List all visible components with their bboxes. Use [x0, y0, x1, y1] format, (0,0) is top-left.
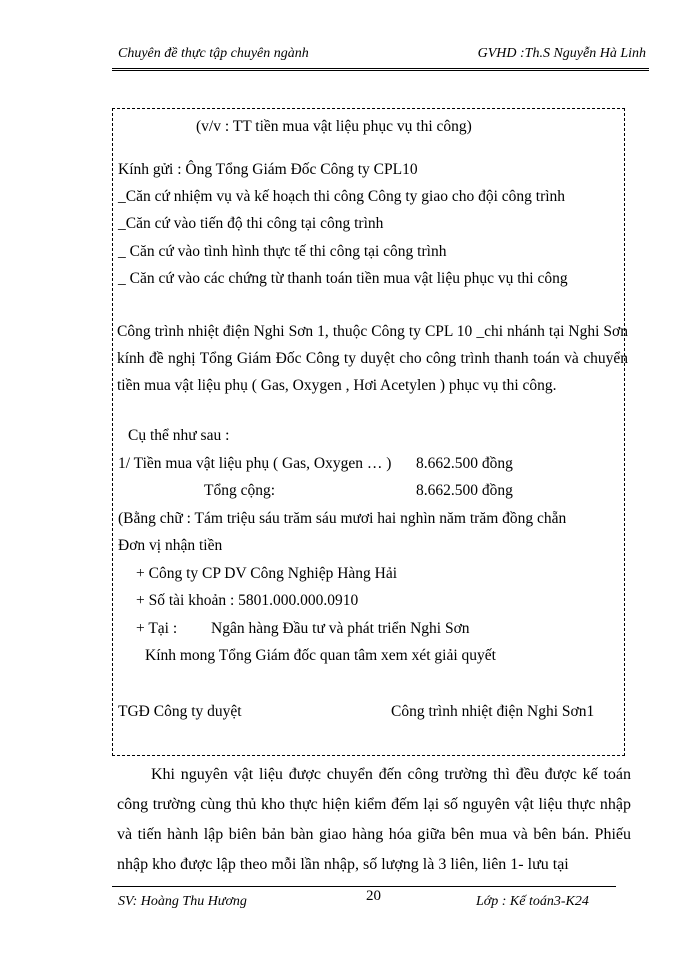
- approval-signature: TGĐ Công ty duyệt: [118, 703, 242, 720]
- total-label: Tổng cộng:: [204, 482, 276, 499]
- basis-item: _Căn cứ nhiệm vụ và kế hoạch thi công Công ty giao cho đội công trình: [118, 188, 566, 205]
- beneficiary-label: Đơn vị nhận tiền: [118, 537, 223, 554]
- footer-rule: [112, 886, 616, 887]
- page-number: 20: [366, 888, 381, 904]
- footer-student: SV: Hoàng Thu Hương: [118, 894, 247, 909]
- details-intro: Cụ thể như sau :: [128, 427, 230, 444]
- account-number: + Số tài khoản : 5801.000.000.0910: [136, 592, 359, 609]
- item-amount: 8.662.500 đồng: [416, 455, 513, 472]
- closing-line: Kính mong Tổng Giám đốc quan tâm xem xét giải quyết: [145, 647, 496, 664]
- bank-name: Ngân hàng Đầu tư và phát triển Nghi Sơn: [211, 620, 470, 637]
- amount-in-words: (Bằng chữ : Tám triệu sáu trăm sáu mươi hai nghìn năm trăm đồng chẵn: [118, 510, 567, 527]
- footer-class: Lớp : Kế toán3-K24: [476, 894, 589, 909]
- site-signature: Công trình nhiệt điện Nghi Sơn1: [391, 703, 595, 720]
- basis-item: _ Căn cứ vào các chứng từ thanh toán tiền mua vật liệu phục vụ thi công: [118, 270, 568, 287]
- header-rule: [112, 68, 649, 71]
- body-paragraph: Khi nguyên vật liệu được chuyển đến công trường thì đều được kế toán công trường cùng thủ kho thực hiện kiểm đếm lại số nguyên vật liệu thực nhập và tiến hành lập biên bản bàn giao hàng hóa giữa bên mua và bên bán. Phiếu nhập kho được lập theo mỗi lần nhập, số lượng là 3 liên, liên 1- lưu tại: [117, 766, 631, 873]
- letter-subject: (v/v : TT tiền mua vật liệu phục vụ thi công): [196, 118, 472, 135]
- item-label: 1/ Tiền mua vật liệu phụ ( Gas, Oxygen … ): [118, 455, 392, 472]
- basis-item: _Căn cứ vào tiến độ thi công tại công trình: [118, 215, 384, 232]
- total-amount: 8.662.500 đồng: [416, 482, 513, 499]
- request-paragraph: Công trình nhiệt điện Nghi Sơn 1, thuộc Công ty CPL 10 _chi nhánh tại Nghi Sơn kính đề nghị Tổng Giám Đốc Công ty duyệt cho công trình thanh toán và chuyển tiền mua vật liệu phụ ( Gas, Oxygen , Hơi Acetylen ) phục vụ thi công.: [117, 323, 628, 394]
- bank-prefix: + Tại :: [136, 620, 178, 637]
- letter-recipient: Kính gửi : Ông Tổng Giám Đốc Công ty CPL10: [118, 161, 418, 178]
- header-title: Chuyên đề thực tập chuyên ngành: [118, 46, 309, 61]
- header-advisor: GVHD :Th.S Nguyễn Hà Linh: [477, 46, 646, 61]
- beneficiary-company: + Công ty CP DV Công Nghiệp Hàng Hải: [136, 565, 398, 582]
- basis-item: _ Căn cứ vào tình hình thực tế thi công tại công trình: [118, 243, 447, 260]
